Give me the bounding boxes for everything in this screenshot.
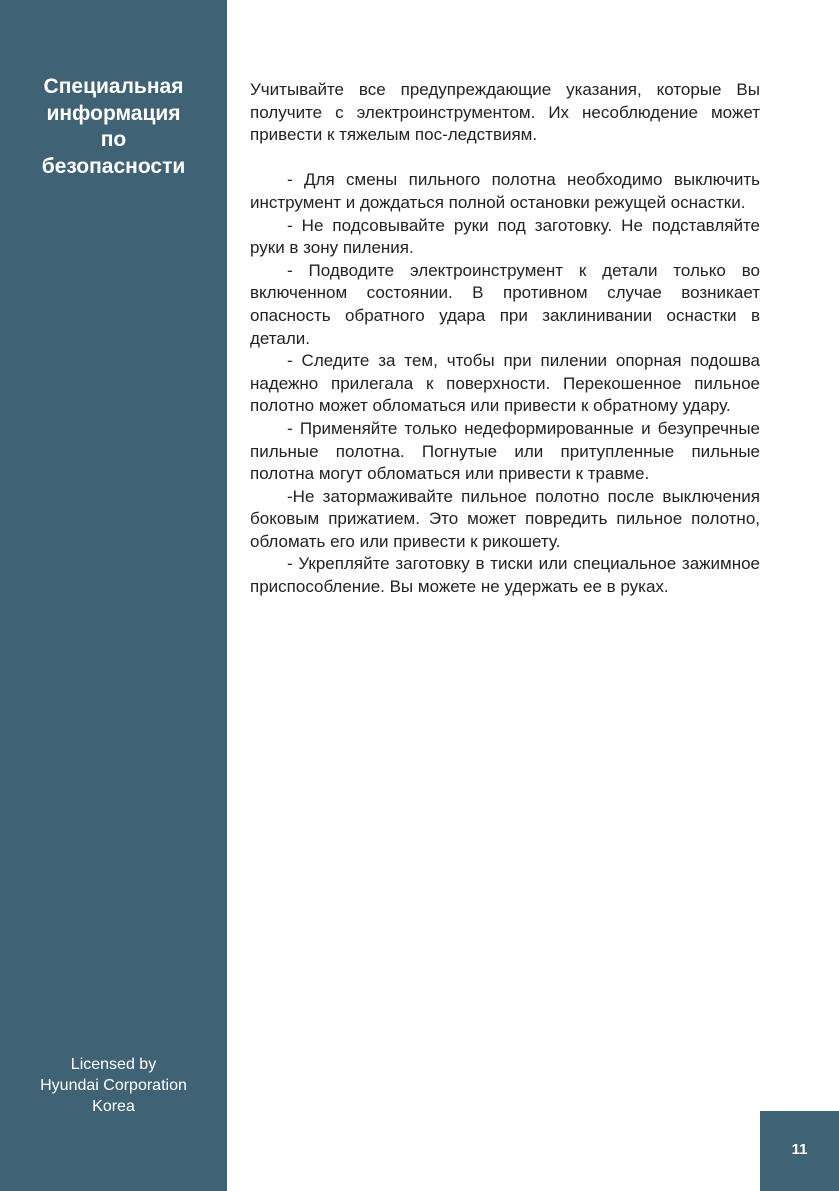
safety-item: - Не подсовывайте руки под заготовку. Не подставляйте руки в зону пиления. <box>250 215 760 258</box>
safety-item: - Для смены пильного полотна необходимо выключить инструмент и дождаться полной остановки режущей оснастки. <box>250 170 760 212</box>
section-title-line: информация <box>46 101 181 125</box>
section-title <box>0 74 227 180</box>
section-title-line: по <box>100 128 127 151</box>
license-line: Korea <box>92 1098 135 1115</box>
page-number-box <box>760 1111 839 1191</box>
license-line: Licensed by <box>70 1056 157 1073</box>
main-text <box>250 79 760 599</box>
license-note <box>0 1054 227 1117</box>
section-title-line: безопасности <box>41 154 186 178</box>
safety-item: - Укрепляйте заготовку в тиски или специальное зажимное приспособление. Вы можете не удержать ее в руках. <box>250 554 760 597</box>
license-line: Hyundai Corporation <box>40 1077 187 1094</box>
section-title-line: Специальная <box>43 75 184 98</box>
safety-item: -Не затормаживайте пильное полотно после выключения боковым прижатием. Это может повредить пильное полотно, обломать его или привести к рикошету. <box>250 486 760 551</box>
safety-item: - Применяйте только недеформированные и безупречные пильные полотна. Погнутые или притупленные пильные полотна могут обломаться или привести к травме. <box>250 418 760 484</box>
intro-paragraph: Учитывайте все предупреждающие указания, которые Вы получите с электроинструментом. Их несоблюдение может привести к тяжелым пос-ледствиям. <box>250 80 760 145</box>
safety-item: - Следите за тем, чтобы при пилении опорная подошва надежно прилегала к поверхности. Перекошенное пильное полотно может обломаться или привести к обратному удару. <box>250 351 760 416</box>
sidebar <box>0 0 227 1191</box>
page-number: 11 <box>791 1141 808 1158</box>
safety-item: - Подводите электроинструмент к детали только во включенном состоянии. В противном случае возникает опасность обратного удара при заклинивании оснастки в детали. <box>250 260 760 348</box>
